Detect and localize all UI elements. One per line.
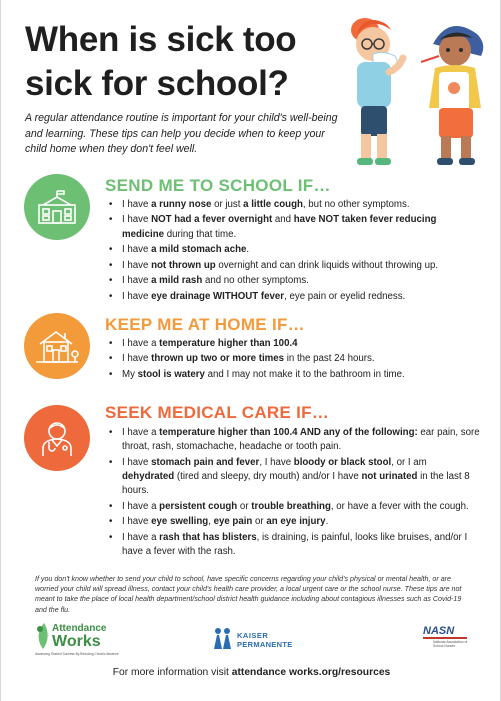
bold-text: dehydrated xyxy=(122,471,175,483)
attendance-works-line2: Works xyxy=(52,633,101,650)
text: I have xyxy=(122,275,152,287)
bold-text: eye swelling xyxy=(151,516,209,528)
kaiser-permanente-logo xyxy=(213,627,303,653)
bold-text: thrown up two or more times xyxy=(151,353,285,365)
text: , or have a fever with the cough. xyxy=(330,500,469,512)
text: I have a xyxy=(122,500,160,512)
bold-text: eye drainage WITHOUT fever xyxy=(151,290,285,302)
footer-prefix: For more information visit xyxy=(112,667,232,678)
list-item xyxy=(109,290,481,304)
send-to-school-heading: SEND ME TO SCHOOL IF… xyxy=(105,176,331,195)
list-item xyxy=(109,274,481,288)
sick-children-illustration xyxy=(343,10,493,170)
bold-text: temperature higher than 100.4 xyxy=(159,338,298,349)
text: overnight and can drink liquids without throwing up. xyxy=(215,259,439,271)
text: or xyxy=(237,500,252,512)
text: . xyxy=(246,244,250,256)
text: I have xyxy=(122,353,152,365)
bold-text: NOT had a fever overnight xyxy=(151,214,273,226)
text: or just xyxy=(211,199,244,210)
text: . xyxy=(325,516,329,528)
attendance-works-line1: Attendance xyxy=(52,623,107,634)
text: in the past 24 hours. xyxy=(284,353,375,365)
text: , is draining, is painful, looks like bruises, and/or I have a fever with the rash. xyxy=(122,531,468,558)
text: I have xyxy=(122,516,152,528)
nasn-text: NASN xyxy=(423,625,455,637)
text: (tired and sleepy, dry mouth) and/or I have xyxy=(174,471,362,483)
bold-text: persistent cough xyxy=(159,500,238,512)
text: I have xyxy=(122,456,152,468)
bold-text: trouble breathing xyxy=(251,500,331,512)
list-item xyxy=(109,500,481,514)
school-icon xyxy=(24,174,90,240)
page-title xyxy=(25,18,355,106)
text: in the last 8 hours. xyxy=(122,471,470,497)
text: I have xyxy=(122,214,152,226)
boy-figure xyxy=(351,18,403,165)
disclaimer-text: If you don't know whether to send your child to school, have specific concerns regarding your child's physical or mental health, or are worried your child will spread illness, contact your child's health care provider, a local urgent care or the school nurse. These tips are not meant to take the place of local health department/school district health guidance including about contagious illnesses such as Covid-19 and the flu. xyxy=(35,575,462,614)
list-item xyxy=(109,426,481,455)
send-to-school-list xyxy=(109,198,481,305)
bold-text: stomach pain and fever xyxy=(151,456,260,468)
text: , or I am xyxy=(391,456,427,468)
bold-text: a mild rash xyxy=(151,275,203,287)
bold-text: a runny nose xyxy=(151,199,212,210)
text: , I have xyxy=(259,456,294,468)
attendance-works-logo xyxy=(35,621,119,659)
text: I have a xyxy=(122,531,160,543)
bold-text: stool is watery xyxy=(137,368,205,380)
seek-medical-care-heading: SEEK MEDICAL CARE IF… xyxy=(105,403,330,422)
text: My xyxy=(122,368,138,380)
text: and xyxy=(272,214,294,226)
seek-medical-care-list xyxy=(109,426,481,561)
text: or xyxy=(252,516,267,528)
resources-link[interactable]: attendance works.org/resources xyxy=(231,667,391,678)
text: and I may not make it to the bathroom in time. xyxy=(204,368,405,380)
girl-figure xyxy=(421,26,483,165)
intro-text: A regular attendance routine is important for your child's well-being and learning. These tips can help you decide when to keep your child home when they don't feel well. xyxy=(25,112,338,155)
text: I have a xyxy=(122,338,160,349)
nasn-swoosh xyxy=(423,637,467,639)
bold-text: bloody or black stool xyxy=(293,456,392,468)
list-item xyxy=(109,243,481,257)
keep-at-home-heading: KEEP ME AT HOME IF… xyxy=(105,315,305,334)
kaiser-figures-icon xyxy=(213,627,233,651)
list-item xyxy=(109,352,481,366)
bold-text: eye pain xyxy=(213,516,253,528)
text: I have xyxy=(122,259,152,271)
attendance-works-leaf-icon xyxy=(35,621,51,651)
keep-at-home-list xyxy=(109,337,481,383)
list-item xyxy=(109,213,481,242)
text: , but no other symptoms. xyxy=(302,199,410,210)
list-item xyxy=(109,368,481,382)
kaiser-line1: KAISER xyxy=(237,631,269,640)
list-item xyxy=(109,456,481,499)
bold-text: rash that has blisters xyxy=(159,531,257,543)
title-line-1: When is sick too xyxy=(25,20,297,59)
house-icon xyxy=(24,313,90,379)
bold-text: a little cough xyxy=(243,199,303,210)
bold-text: temperature higher than 100.4 AND any of the following: xyxy=(159,427,418,438)
bold-text: have NOT taken fever reducing medicine xyxy=(122,214,437,240)
text: , xyxy=(208,516,214,528)
list-item xyxy=(109,337,481,351)
text: ear pain, sore throat, rash, stomachache, headache or tooth pain. xyxy=(122,427,480,453)
text: and no other symptoms. xyxy=(202,275,309,287)
list-item xyxy=(109,515,481,529)
bold-text: a mild stomach ache xyxy=(151,244,247,256)
bold-text: not urinated xyxy=(361,471,418,483)
list-item xyxy=(109,531,481,560)
title-line-2: sick for school? xyxy=(25,64,289,103)
text: I have xyxy=(122,244,152,256)
bold-text: an eye injury xyxy=(266,516,326,528)
text: during that time. xyxy=(164,228,237,240)
text: , eye pain or eyelid redness. xyxy=(284,290,406,302)
list-item xyxy=(109,198,481,212)
text: I have xyxy=(122,199,152,210)
footer xyxy=(1,667,501,678)
nasn-tagline: National Association of School Nurses xyxy=(433,640,468,648)
doctor-icon xyxy=(24,405,90,471)
bold-text: not thrown up xyxy=(151,259,216,271)
nasn-logo xyxy=(421,625,476,655)
attendance-works-tagline: Advancing Student Success By Reducing Chronic Absence xyxy=(35,652,119,656)
text: I have a xyxy=(122,427,160,438)
text: I have xyxy=(122,290,152,302)
kaiser-line2: PERMANENTE xyxy=(237,640,293,649)
list-item xyxy=(109,259,481,273)
